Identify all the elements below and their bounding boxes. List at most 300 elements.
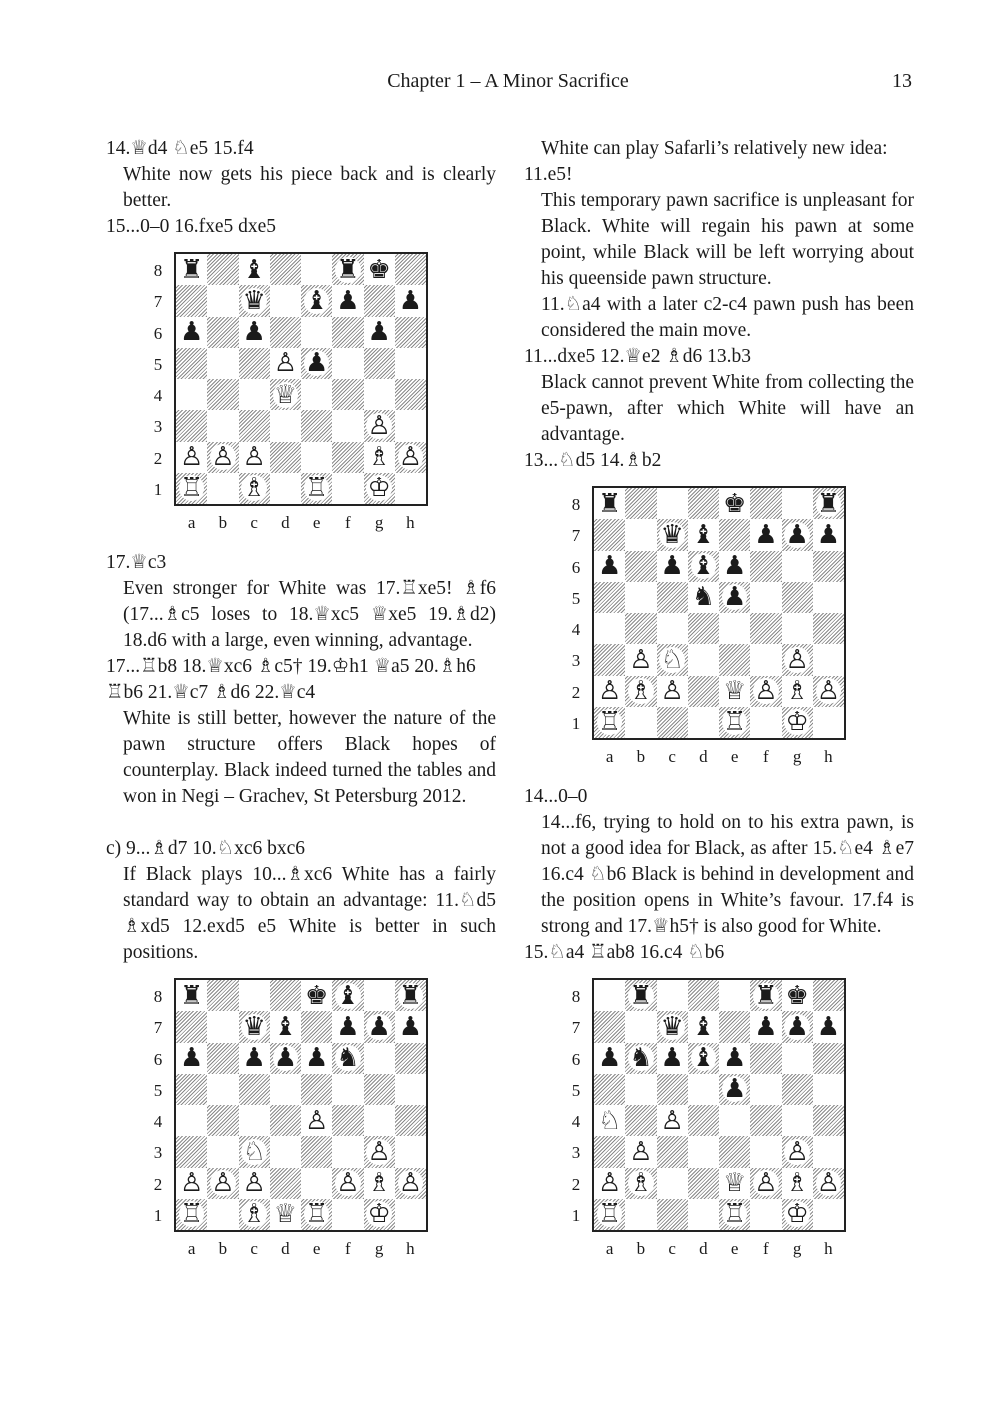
square-c3	[657, 644, 688, 675]
white-rook-icon: ♖	[597, 1199, 622, 1230]
square-e7	[719, 519, 750, 550]
black-pawn-icon: ♟	[722, 1074, 747, 1105]
black-king-icon: ♚	[722, 488, 747, 519]
square-g7	[782, 519, 813, 550]
chessboard	[592, 978, 846, 1232]
black-pawn-icon: ♟	[722, 582, 747, 613]
square-e8	[719, 980, 750, 1011]
square-d3	[688, 1136, 719, 1167]
white-queen-icon: ♕	[273, 379, 298, 410]
square-a4	[594, 613, 625, 644]
white-king-icon: ♔	[785, 1199, 809, 1230]
square-a2	[176, 442, 207, 473]
white-pawn-icon: ♙	[211, 1168, 235, 1199]
square-c5	[239, 1074, 270, 1105]
square-c1	[657, 707, 688, 738]
square-b3	[207, 410, 238, 441]
square-f3	[332, 410, 363, 441]
square-d3	[270, 1136, 301, 1167]
rank-label: 5	[153, 354, 163, 374]
white-pawn-icon: ♙	[398, 1168, 423, 1199]
square-e4	[301, 379, 332, 410]
square-g6	[782, 1043, 813, 1074]
file-labels	[176, 510, 426, 534]
square-g4	[364, 1105, 395, 1136]
left-column	[106, 136, 496, 1276]
square-h7	[395, 1011, 426, 1042]
square-a1	[594, 1199, 625, 1230]
square-b1	[625, 1199, 656, 1230]
rank-label: 7	[153, 1018, 163, 1038]
square-b1	[207, 473, 238, 504]
square-b2	[207, 442, 238, 473]
square-f1	[750, 1199, 781, 1230]
chess-diagram	[564, 486, 864, 776]
square-b3	[625, 1136, 656, 1167]
square-f2	[750, 1168, 781, 1199]
black-bishop-icon: ♝	[691, 551, 716, 582]
white-knight-icon: ♘	[597, 1105, 622, 1136]
square-f2	[332, 1168, 363, 1199]
square-a7	[594, 519, 625, 550]
square-e2	[719, 1168, 750, 1199]
file-label: d	[699, 1239, 708, 1258]
black-rook-icon: ♜	[597, 488, 622, 519]
square-a8	[594, 980, 625, 1011]
square-e8	[301, 980, 332, 1011]
square-d5	[270, 348, 301, 379]
square-c3	[239, 1136, 270, 1167]
square-f6	[750, 1043, 781, 1074]
square-c2	[239, 1168, 270, 1199]
square-g6	[364, 317, 395, 348]
square-h7	[813, 1011, 844, 1042]
square-e6	[719, 551, 750, 582]
black-king-icon: ♚	[785, 980, 809, 1011]
square-h2	[395, 1168, 426, 1199]
square-b5	[207, 348, 238, 379]
square-c1	[657, 1199, 688, 1230]
file-label: b	[636, 1239, 646, 1258]
rank-label: 6	[571, 1049, 581, 1069]
square-b5	[625, 582, 656, 613]
square-d1	[270, 1199, 301, 1230]
black-bishop-icon: ♝	[691, 1043, 716, 1074]
file-label: b	[218, 1239, 228, 1258]
square-c5	[239, 348, 270, 379]
white-rook-icon: ♖	[722, 707, 747, 738]
square-e1	[301, 473, 332, 504]
square-d6	[688, 1043, 719, 1074]
move-line: 15...0–0 16.fxe5 dxe5	[106, 216, 277, 237]
rank-label: 8	[571, 495, 581, 514]
annotation: If Black plays 10...♗xc6 White has a fairly standard way to obtain an advantage: 11.♘d5 ♗xd5 12.exd5 e5 White is better in such positions.	[123, 864, 496, 963]
square-f3	[332, 1136, 363, 1167]
square-h4	[395, 1105, 426, 1136]
white-pawn-icon: ♙	[273, 348, 298, 379]
square-h7	[813, 519, 844, 550]
square-c3	[657, 1136, 688, 1167]
white-pawn-icon: ♙	[304, 1105, 329, 1136]
white-bishop-icon: ♗	[629, 676, 653, 707]
square-h5	[395, 348, 426, 379]
file-label: f	[763, 1239, 769, 1258]
square-d5	[270, 1074, 301, 1105]
file-label: f	[345, 1239, 351, 1258]
rank-label: 1	[571, 713, 581, 733]
black-pawn-icon: ♟	[304, 1043, 329, 1074]
black-rook-icon: ♜	[398, 980, 423, 1011]
move-line: 11...dxe5 12.♕e2 ♗d6 13.b3	[524, 346, 752, 367]
black-rook-icon: ♜	[816, 488, 841, 519]
chessboard	[174, 978, 428, 1232]
black-bishop-icon: ♝	[242, 254, 266, 285]
square-b3	[625, 644, 656, 675]
black-queen-icon: ♛	[660, 519, 684, 550]
square-h3	[813, 1136, 844, 1167]
square-h2	[813, 676, 844, 707]
file-label: d	[281, 513, 290, 532]
rank-labels	[564, 978, 586, 1232]
rank-label: 6	[571, 557, 581, 577]
square-c4	[239, 379, 270, 410]
black-pawn-icon: ♟	[336, 285, 360, 316]
square-h8	[813, 488, 844, 519]
square-g3	[364, 1136, 395, 1167]
square-h7	[395, 285, 426, 316]
square-a3	[594, 1136, 625, 1167]
rank-labels	[146, 978, 168, 1232]
square-h8	[395, 980, 426, 1011]
square-c4	[239, 1105, 270, 1136]
square-c7	[239, 1011, 270, 1042]
square-d1	[688, 1199, 719, 1230]
rank-label: 7	[571, 1018, 581, 1038]
square-a4	[176, 1105, 207, 1136]
square-f8	[750, 980, 781, 1011]
square-f6	[750, 551, 781, 582]
file-label: f	[763, 747, 769, 766]
file-label: h	[406, 1239, 415, 1258]
white-bishop-icon: ♗	[367, 442, 391, 473]
square-h8	[395, 254, 426, 285]
black-pawn-icon: ♟	[722, 1043, 747, 1074]
square-f5	[750, 1074, 781, 1105]
square-d5	[688, 1074, 719, 1105]
white-rook-icon: ♖	[179, 1199, 204, 1230]
square-f2	[750, 676, 781, 707]
square-g3	[364, 410, 395, 441]
black-pawn-icon: ♟	[398, 285, 423, 316]
black-pawn-icon: ♟	[785, 1011, 809, 1042]
square-f7	[750, 519, 781, 550]
square-e7	[719, 1011, 750, 1042]
black-king-icon: ♚	[304, 980, 329, 1011]
square-f4	[332, 1105, 363, 1136]
square-c5	[657, 1074, 688, 1105]
white-pawn-icon: ♙	[179, 442, 204, 473]
square-f8	[750, 488, 781, 519]
square-d8	[270, 980, 301, 1011]
rank-label: 2	[153, 448, 163, 468]
square-g5	[782, 1074, 813, 1105]
rank-label: 3	[571, 1143, 581, 1163]
file-label: b	[636, 747, 646, 766]
square-d4	[688, 613, 719, 644]
square-b1	[625, 707, 656, 738]
black-pawn-icon: ♟	[367, 317, 391, 348]
square-h1	[813, 1199, 844, 1230]
square-a2	[176, 1168, 207, 1199]
white-pawn-icon: ♙	[754, 676, 778, 707]
file-label: d	[699, 747, 708, 766]
square-a6	[176, 1043, 207, 1074]
square-h6	[395, 317, 426, 348]
square-c4	[657, 613, 688, 644]
annotation: 14...f6, trying to hold on to his extra pawn, is not a good idea for Black, as after 15.♘e4 ♗e7 16.c4 ♘b6 Black is behind in development and the position opens in White’s favour. 17.f4 is strong and 17.♕h5† is also good for White.	[541, 812, 914, 937]
file-label: e	[730, 747, 739, 766]
white-queen-icon: ♕	[273, 1199, 298, 1230]
square-e4	[301, 1105, 332, 1136]
square-d3	[270, 410, 301, 441]
square-b8	[625, 980, 656, 1011]
black-pawn-icon: ♟	[660, 1043, 684, 1074]
square-g3	[782, 1136, 813, 1167]
file-label: e	[730, 1239, 739, 1258]
square-d8	[688, 488, 719, 519]
square-a2	[594, 676, 625, 707]
square-g6	[364, 1043, 395, 1074]
square-c2	[657, 1168, 688, 1199]
square-e3	[719, 644, 750, 675]
square-h6	[813, 1043, 844, 1074]
square-f3	[750, 644, 781, 675]
square-b2	[625, 676, 656, 707]
black-queen-icon: ♛	[242, 1011, 266, 1042]
move-line: 17...♖b8 18.♕xc6 ♗c5† 19.♔h1 ♕a5 20.♗h6 ♖b6 21.♕c7 ♗d6 22.♕c4	[106, 656, 476, 703]
rank-label: 2	[153, 1174, 163, 1194]
square-h3	[395, 410, 426, 441]
file-label: c	[668, 747, 676, 766]
square-g7	[364, 285, 395, 316]
square-f7	[332, 1011, 363, 1042]
black-rook-icon: ♜	[336, 254, 360, 285]
file-label: a	[605, 1239, 614, 1258]
file-labels	[594, 1236, 844, 1260]
square-b7	[207, 285, 238, 316]
file-label: h	[824, 1239, 833, 1258]
white-king-icon: ♔	[367, 473, 391, 504]
square-f6	[332, 317, 363, 348]
white-bishop-icon: ♗	[785, 676, 809, 707]
square-g4	[364, 379, 395, 410]
square-c5	[657, 582, 688, 613]
square-g2	[364, 1168, 395, 1199]
square-h6	[813, 551, 844, 582]
square-a4	[594, 1105, 625, 1136]
black-pawn-icon: ♟	[179, 317, 204, 348]
square-d5	[688, 582, 719, 613]
square-a7	[594, 1011, 625, 1042]
annotation: 11.♘a4 with a later c2-c4 pawn push has been considered the main move.	[541, 294, 914, 341]
square-h1	[813, 707, 844, 738]
rank-label: 7	[571, 526, 581, 546]
square-d7	[688, 519, 719, 550]
black-rook-icon: ♜	[754, 980, 778, 1011]
square-g8	[782, 488, 813, 519]
square-h2	[813, 1168, 844, 1199]
square-g5	[782, 582, 813, 613]
square-d7	[270, 1011, 301, 1042]
square-d4	[270, 379, 301, 410]
square-a6	[594, 1043, 625, 1074]
square-g2	[364, 442, 395, 473]
square-a3	[176, 410, 207, 441]
square-e6	[301, 317, 332, 348]
square-c6	[657, 1043, 688, 1074]
square-c4	[657, 1105, 688, 1136]
white-rook-icon: ♖	[179, 473, 204, 504]
square-h3	[395, 1136, 426, 1167]
black-knight-icon: ♞	[629, 1043, 653, 1074]
black-rook-icon: ♜	[629, 980, 653, 1011]
square-a7	[176, 285, 207, 316]
file-label: g	[374, 513, 384, 532]
square-b7	[625, 519, 656, 550]
chess-diagram	[564, 978, 864, 1268]
square-g7	[782, 1011, 813, 1042]
rank-label: 6	[153, 1049, 163, 1069]
square-f7	[332, 285, 363, 316]
black-pawn-icon: ♟	[336, 1011, 360, 1042]
square-f4	[750, 1105, 781, 1136]
square-e2	[719, 676, 750, 707]
square-d6	[270, 317, 301, 348]
file-label: g	[792, 747, 802, 766]
square-g8	[782, 980, 813, 1011]
rank-label: 1	[571, 1205, 581, 1225]
white-pawn-icon: ♙	[597, 676, 622, 707]
square-a5	[176, 1074, 207, 1105]
file-labels	[176, 1236, 426, 1260]
black-pawn-icon: ♟	[304, 348, 329, 379]
chessboard	[592, 486, 846, 740]
rank-label: 1	[153, 1205, 163, 1225]
white-pawn-icon: ♙	[785, 644, 809, 675]
square-f2	[332, 442, 363, 473]
black-pawn-icon: ♟	[816, 519, 841, 550]
square-b6	[207, 317, 238, 348]
black-queen-icon: ♛	[242, 285, 266, 316]
square-c2	[239, 442, 270, 473]
square-f7	[750, 1011, 781, 1042]
rank-label: 4	[571, 620, 581, 639]
white-rook-icon: ♖	[304, 473, 329, 504]
annotation: Black cannot prevent White from collecting the e5-pawn, after which White will have an advantage.	[541, 372, 914, 445]
square-h8	[813, 980, 844, 1011]
file-labels	[594, 744, 844, 768]
move-line: 13...♘d5 14.♗b2	[524, 450, 662, 471]
square-c6	[239, 1043, 270, 1074]
square-a6	[176, 317, 207, 348]
file-label: e	[312, 1239, 321, 1258]
square-f1	[332, 473, 363, 504]
white-pawn-icon: ♙	[179, 1168, 204, 1199]
square-a8	[594, 488, 625, 519]
black-bishop-icon: ♝	[273, 1011, 298, 1042]
rank-label: 1	[153, 479, 163, 499]
square-e1	[301, 1199, 332, 1230]
square-f4	[332, 379, 363, 410]
file-label: h	[406, 513, 415, 532]
square-c7	[239, 285, 270, 316]
square-c8	[657, 488, 688, 519]
rank-label: 2	[571, 682, 581, 702]
black-bishop-icon: ♝	[691, 1011, 716, 1042]
square-e1	[719, 707, 750, 738]
page-header	[0, 70, 1000, 100]
square-e6	[719, 1043, 750, 1074]
square-b8	[625, 488, 656, 519]
black-bishop-icon: ♝	[304, 285, 329, 316]
file-label: g	[374, 1239, 384, 1258]
square-b7	[625, 1011, 656, 1042]
white-bishop-icon: ♗	[242, 473, 266, 504]
square-b4	[207, 1105, 238, 1136]
square-d2	[270, 442, 301, 473]
square-d2	[270, 1168, 301, 1199]
white-pawn-icon: ♙	[597, 1168, 622, 1199]
square-a5	[594, 582, 625, 613]
square-d4	[688, 1105, 719, 1136]
white-pawn-icon: ♙	[367, 410, 391, 441]
rank-label: 7	[153, 292, 163, 312]
right-column	[524, 136, 914, 1276]
file-label: b	[218, 513, 228, 532]
square-g4	[782, 1105, 813, 1136]
square-h5	[813, 1074, 844, 1105]
black-pawn-icon: ♟	[179, 1043, 204, 1074]
square-g5	[364, 348, 395, 379]
square-e8	[301, 254, 332, 285]
white-bishop-icon: ♗	[785, 1168, 809, 1199]
black-rook-icon: ♜	[179, 254, 204, 285]
move-line: 11.e5!	[524, 164, 573, 185]
square-e5	[301, 348, 332, 379]
square-e1	[719, 1199, 750, 1230]
square-g8	[364, 254, 395, 285]
annotation: This temporary pawn sacrifice is unpleasant for Black. White will regain his pawn at some point, while Black will be left worrying about his queenside pawn structure.	[541, 190, 914, 289]
square-c1	[239, 473, 270, 504]
square-f5	[332, 348, 363, 379]
square-e7	[301, 285, 332, 316]
square-b8	[207, 980, 238, 1011]
square-h1	[395, 1199, 426, 1230]
square-b6	[625, 551, 656, 582]
white-pawn-icon: ♙	[336, 1168, 360, 1199]
square-f5	[750, 582, 781, 613]
square-e8	[719, 488, 750, 519]
file-label: e	[312, 513, 321, 532]
chess-diagram	[146, 978, 446, 1268]
file-label: g	[792, 1239, 802, 1258]
white-king-icon: ♔	[785, 707, 809, 738]
white-pawn-icon: ♙	[629, 644, 653, 675]
square-h4	[395, 379, 426, 410]
square-g1	[364, 473, 395, 504]
square-h4	[813, 1105, 844, 1136]
white-rook-icon: ♖	[304, 1199, 329, 1230]
